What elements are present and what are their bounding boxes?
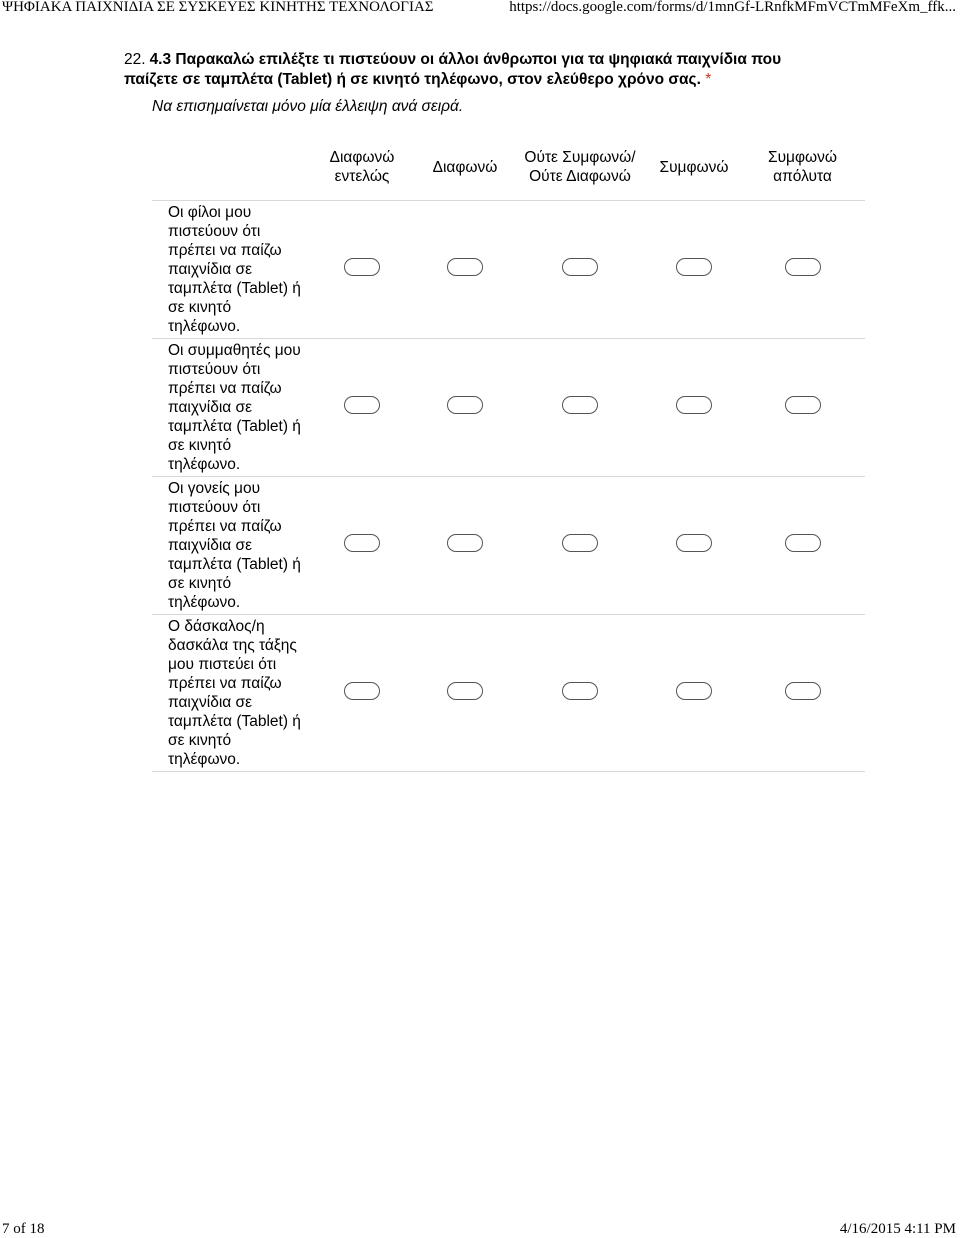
radio-option[interactable] <box>785 396 821 414</box>
row-label: Οι συμμαθητές μου πιστεύουν ότι πρέπει να παίζω παιχνίδια σε ταμπλέτα (Tablet) ή σε κινητό τηλέφωνο. <box>152 339 306 477</box>
row-label: Οι φίλοι μου πιστεύουν ότι πρέπει να παίζω παιχνίδια σε ταμπλέτα (Tablet) ή σε κινητό τηλέφωνο. <box>152 201 306 339</box>
required-marker: * <box>705 71 712 88</box>
radio-option[interactable] <box>676 534 712 552</box>
document-url: https://docs.google.com/forms/d/1mnGf-LRnfkMFmVCTmMFeXm_ffk... <box>509 0 956 15</box>
print-footer <box>0 1222 960 1238</box>
print-timestamp: 4/16/2015 4:11 PM <box>839 1221 956 1237</box>
column-header: Συμφωνώ <box>648 134 740 201</box>
question-help-text: Να επισημαίνεται μόνο μία έλλειψη ανά σειρά. <box>152 98 464 115</box>
radio-option[interactable] <box>344 396 380 414</box>
column-header: Διαφωνώ <box>418 134 512 201</box>
question-number: 22. <box>124 51 146 68</box>
column-header: Διαφωνώ εντελώς <box>306 134 418 201</box>
radio-option[interactable] <box>344 258 380 276</box>
radio-option[interactable] <box>676 258 712 276</box>
radio-option[interactable] <box>344 682 380 700</box>
grid-header-row <box>152 134 865 201</box>
grid-row <box>152 477 865 615</box>
radio-option[interactable] <box>447 258 483 276</box>
radio-option[interactable] <box>785 534 821 552</box>
radio-option[interactable] <box>344 534 380 552</box>
radio-option[interactable] <box>562 258 598 276</box>
grid-row <box>152 615 865 772</box>
radio-option[interactable] <box>785 258 821 276</box>
radio-option[interactable] <box>676 682 712 700</box>
grid-corner <box>152 134 306 201</box>
question-title <box>124 50 824 90</box>
radio-option[interactable] <box>447 682 483 700</box>
radio-option[interactable] <box>447 534 483 552</box>
radio-option[interactable] <box>785 682 821 700</box>
question-text: 4.3 Παρακαλώ επιλέξτε τι πιστεύουν οι άλλοι άνθρωποι για τα ψηφιακά παιχνίδια που παίζετε σε ταμπλέτα (Tablet) ή σε κινητό τηλέφωνο, στον ελεύθερο χρόνο σας. <box>124 51 782 88</box>
row-label: Οι γονείς μου πιστεύουν ότι πρέπει να παίζω παιχνίδια σε ταμπλέτα (Tablet) ή σε κινητό τηλέφωνο. <box>152 477 306 615</box>
page-number: 7 of 18 <box>2 1221 45 1237</box>
radio-option[interactable] <box>562 396 598 414</box>
radio-option[interactable] <box>676 396 712 414</box>
radio-option[interactable] <box>562 682 598 700</box>
grid-row <box>152 339 865 477</box>
likert-grid <box>152 134 865 772</box>
radio-option[interactable] <box>447 396 483 414</box>
document-title: ΨΗΦΙΑΚΑ ΠΑΙΧΝΙΔΙΑ ΣΕ ΣΥΣΚΕΥΕΣ ΚΙΝΗΤΗΣ ΤΕΧΝΟΛΟΓΙΑΣ <box>2 0 434 15</box>
grid-row <box>152 201 865 339</box>
row-label: Ο δάσκαλος/η δασκάλα της τάξης μου πιστεύει ότι πρέπει να παίζω παιχνίδια σε ταμπλέτα (Tablet) ή σε κινητό τηλέφωνο. <box>152 615 306 772</box>
column-header: Ούτε Συμφωνώ/Ούτε Διαφωνώ <box>512 134 648 201</box>
print-header <box>0 0 960 22</box>
column-header: Συμφωνώ απόλυτα <box>740 134 865 201</box>
radio-option[interactable] <box>562 534 598 552</box>
